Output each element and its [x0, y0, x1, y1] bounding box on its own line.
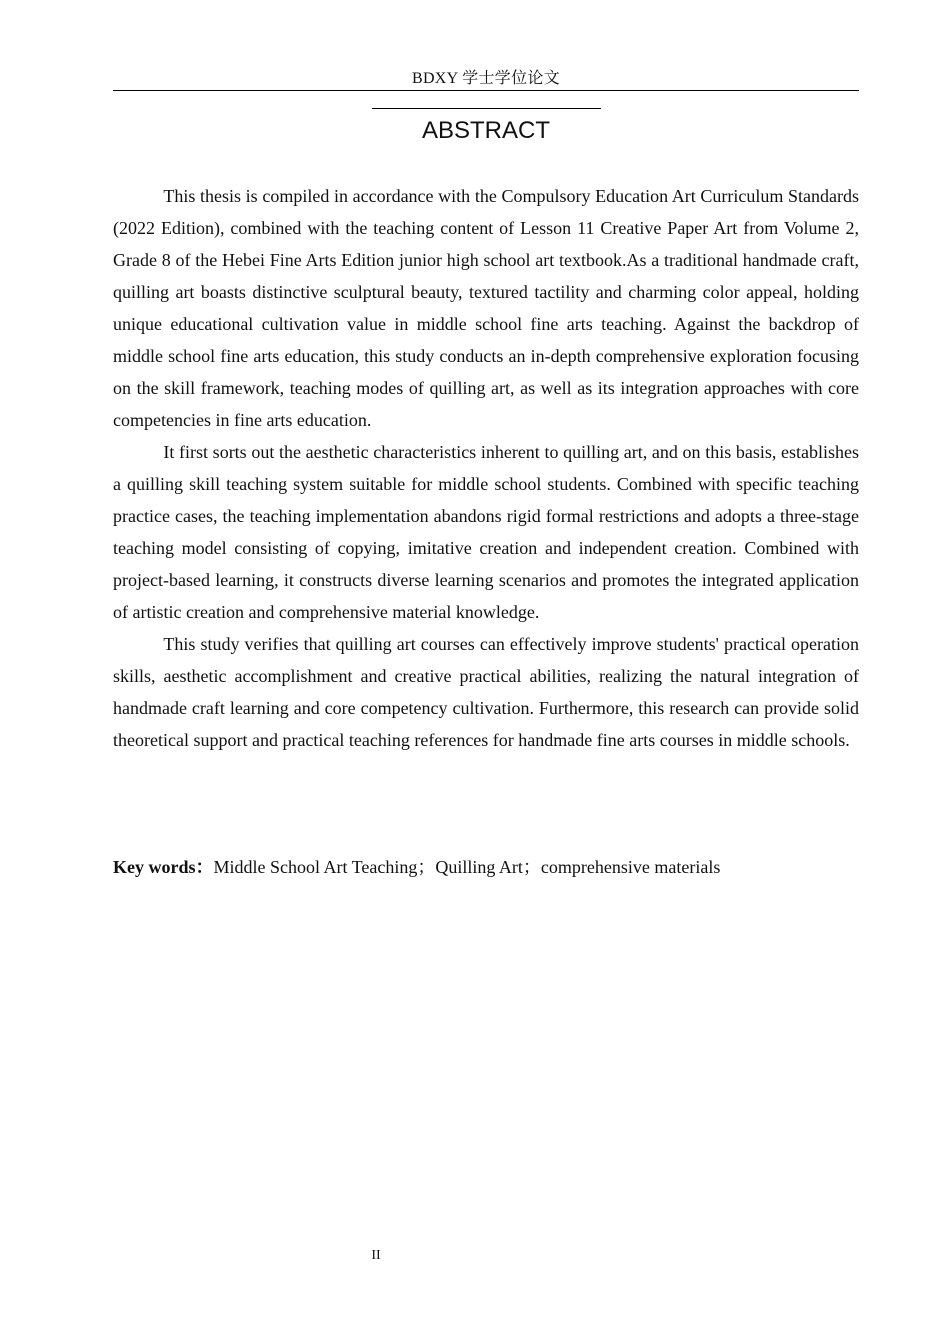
keyword-separator-2: ；	[522, 857, 541, 877]
abstract-body	[113, 180, 859, 756]
keywords-label: Key words：	[113, 857, 214, 877]
abstract-title: ABSTRACT	[421, 117, 550, 144]
header-rule	[113, 90, 859, 91]
keyword-item-2: Quilling Art	[435, 857, 523, 877]
abstract-paragraph-3: This study verifies that quilling art courses can effectively improve students' practical operation skills, aesthetic accomplishment and creative practical abilities, realizing the natural integration of handmade craft learning and core competency cultivation. Furthermore, this research can provide solid theoretical support and practical teaching references for handmade fine arts courses in middle schools.	[113, 634, 859, 750]
running-header: BDXY 学士学位论文	[411, 70, 561, 87]
keyword-separator-1: ；	[417, 857, 436, 877]
keywords-line	[113, 851, 859, 883]
abstract-paragraph-1: This thesis is compiled in accordance with the Compulsory Education Art Curriculum Standards (2022 Edition), combined with the teaching content of Lesson 11 Creative Paper Art from Volume 2, Grade 8 of the Hebei Fine Arts Edition junior high school art textbook.As a traditional handmade craft, quilling art boasts distinctive sculptural beauty, textured tactility and charming color appeal, holding unique educational cultivation value in middle school fine arts teaching. Against the backdrop of middle school fine arts education, this study conducts an in-depth comprehensive exploration focusing on the skill framework, teaching modes of quilling art, as well as its integration approaches with core competencies in fine arts education.	[113, 186, 859, 430]
abstract-paragraph-2: It first sorts out the aesthetic characteristics inherent to quilling art, and on this basis, establishes a quilling skill teaching system suitable for middle school students. Combined with specific teaching practice cases, the teaching implementation abandons rigid formal restrictions and adopts a three-stage teaching model consisting of copying, imitative creation and independent creation. Combined with project-based learning, it constructs diverse learning scenarios and promotes the integrated application of artistic creation and comprehensive material knowledge.	[113, 442, 859, 622]
title-rule	[372, 108, 601, 109]
keyword-item-1: Middle School Art Teaching	[213, 857, 418, 877]
page-number: II	[371, 1248, 381, 1263]
keyword-item-3: comprehensive materials	[540, 857, 721, 877]
